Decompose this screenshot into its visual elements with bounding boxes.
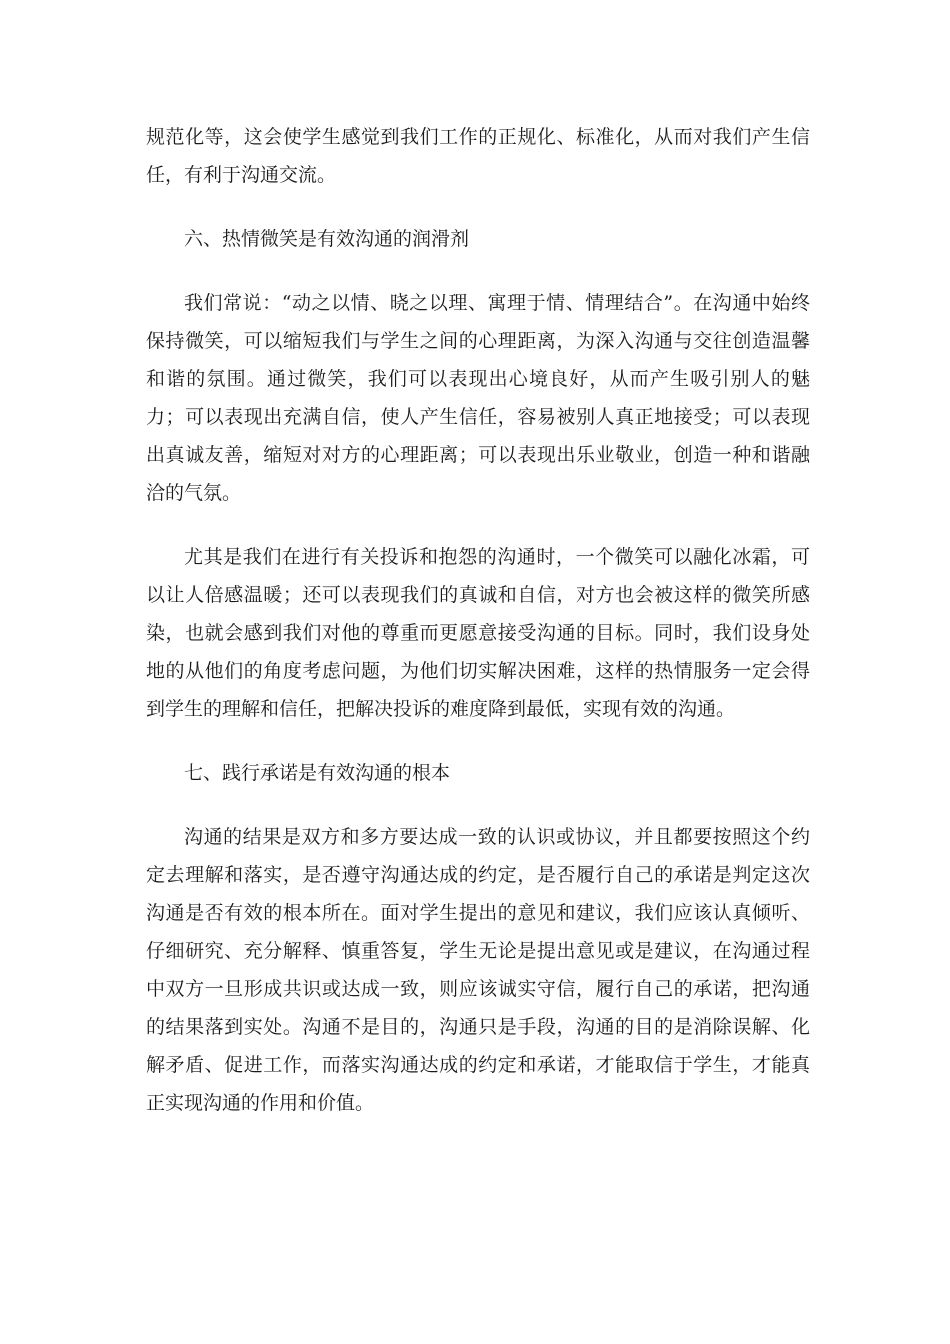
section-heading-seven: 七、践行承诺是有效沟通的根本	[184, 762, 451, 784]
section-heading-six: 六、热情微笑是有效沟通的润滑剂	[184, 228, 470, 250]
paragraph-complaint-smile: 尤其是我们在进行有关投诉和抱怨的沟通时，一个微笑可以融化冰霜，可以让人倍感温暖；还可以表现我们的真诚和自信，对方也会被这样的微笑所感染，也就会感到我们对他的尊重而更愿意接受沟通的目标。同时，我们设身处地的从他们的角度考虑问题，为他们切实解决困难，这样的热情服务一定会得到学生的理解和信任，把解决投诉的难度降到最低，实现有效的沟通。	[146, 546, 810, 720]
paragraph-continuation: 规范化等，这会使学生感觉到我们工作的正规化、标准化，从而对我们产生信任，有利于沟通交流。	[146, 126, 810, 186]
paragraph-smile-intro: 我们常说：“动之以情、晓之以理、寓理于情、情理结合”。在沟通中始终保持微笑，可以缩短我们与学生之间的心理距离，为深入沟通与交往创造温馨和谐的氛围。通过微笑，我们可以表现出心境良好，从而产生吸引别人的魅力；可以表现出充满自信，使人产生信任，容易被别人真正地接受；可以表现出真诚友善，缩短对对方的心理距离；可以表现出乐业敬业，创造一种和谐融洽的气氛。	[146, 292, 810, 504]
document-body	[146, 118, 810, 1148]
paragraph-promise: 沟通的结果是双方和多方要达成一致的认识或协议，并且都要按照这个约定去理解和落实，是否遵守沟通达成的约定，是否履行自己的承诺是判定这次沟通是否有效的根本所在。面对学生提出的意见和建议，我们应该认真倾听、仔细研究、充分解释、慎重答复，学生无论是提出意见或是建议，在沟通过程中双方一旦形成共识或达成一致，则应该诚实守信，履行自己的承诺，把沟通的结果落到实处。沟通不是目的，沟通只是手段，沟通的目的是消除误解、化解矛盾、促进工作，而落实沟通达成的约定和承诺，才能取信于学生，才能真正实现沟通的作用和价值。	[146, 826, 810, 1114]
